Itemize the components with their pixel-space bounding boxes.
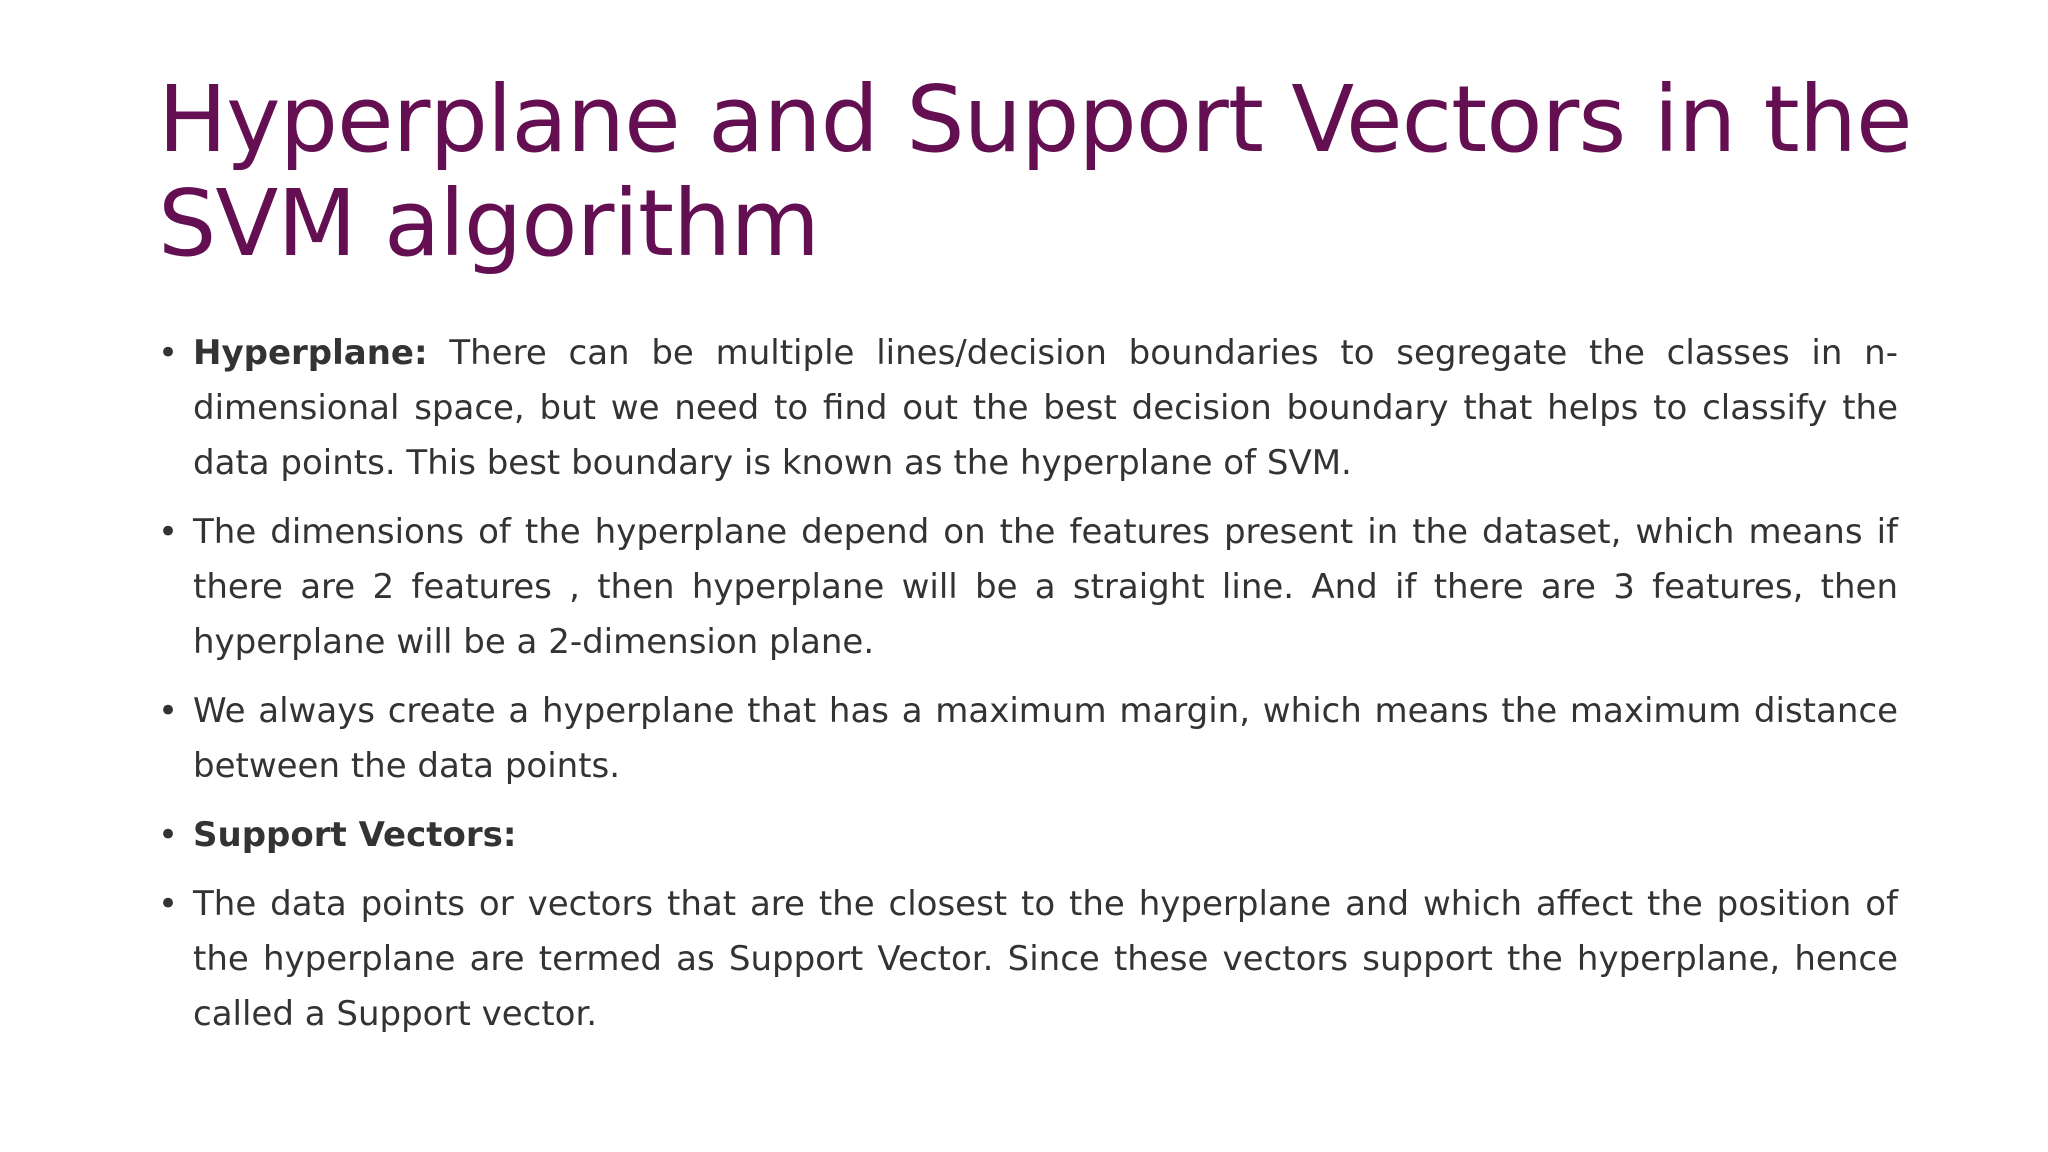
bullet-list <box>158 326 1898 1056</box>
bullet-text: We always create a hyperplane that has a maximum margin, which means the maximum distance between the data points. <box>193 691 1898 786</box>
slide-title: Hyperplane and Support Vectors in the SVM algorithm <box>158 66 1912 277</box>
bullet-text: There can be multiple lines/decision boundaries to segregate the classes in n-dimensional space, but we need to find out the best decision boundary that helps to classify the data points. This best boundary is known as the hyperplane of SVM. <box>193 333 1898 483</box>
bullet-heading: Support Vectors: <box>193 815 517 855</box>
bullet-dot: • <box>158 691 179 731</box>
bullet-dot: • <box>158 884 179 924</box>
bullet-dot: • <box>158 815 179 855</box>
bullet-item-hyperplane <box>158 326 1898 491</box>
bullet-text: The data points or vectors that are the closest to the hyperplane and which affect the position of the hyperplane are termed as Support Vector. Since these vectors support the hyperplane, hence called a Support vector. <box>193 884 1898 1034</box>
bullet-item-margin <box>158 684 1898 794</box>
bullet-item-dimensions <box>158 505 1898 670</box>
bullet-dot: • <box>158 333 179 373</box>
bullet-dot: • <box>158 512 179 552</box>
bullet-heading: Hyperplane: <box>193 333 428 373</box>
bullet-item-support-vectors <box>158 877 1898 1042</box>
bullet-item-support-vectors-heading <box>158 808 1898 863</box>
bullet-text: The dimensions of the hyperplane depend on the features present in the dataset, which means if there are 2 features , then hyperplane will be a straight line. And if there are 3 features, then hyperplane will be a 2-dimension plane. <box>193 512 1898 662</box>
